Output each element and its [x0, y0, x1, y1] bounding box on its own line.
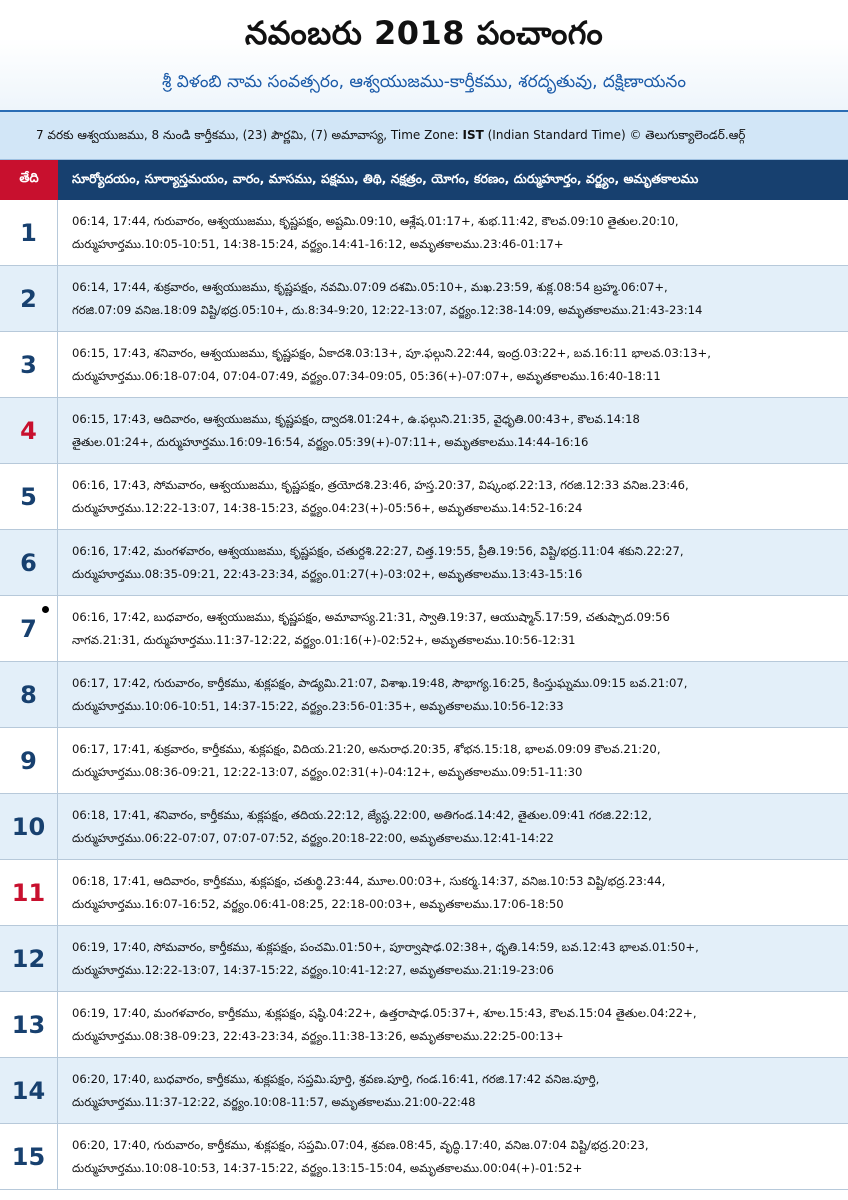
- day-details: [58, 1124, 848, 1189]
- details-line-1: 06:15, 17:43, ఆదివారం, ఆశ్వయుజము, కృష్ణపక్షం, ద్వాదశి.01:24+, ఉ.ఫల్గుని.21:35, వైధృతి.00:43+, కౌలవ.14:18: [72, 412, 640, 426]
- details-line-2: తైతుల.01:24+, దుర్ముహూర్తము.16:09-16:54, వర్జ్యం.05:39(+)-07:11+, అమృతకాలము.14:44-16:16: [72, 435, 589, 449]
- date-number: 15: [0, 1124, 58, 1189]
- day-details: [58, 332, 848, 397]
- details-line-1: 06:15, 17:43, శనివారం, ఆశ్వయుజము, కృష్ణపక్షం, ఏకాదశి.03:13+, పూ.ఫల్గుని.22:44, ఇంద్ర.03:22+, బవ.16:11 భాలవ.03:13+,: [72, 346, 711, 360]
- day-details: [58, 926, 848, 991]
- info-text-before: 7 వరకు ఆశ్వయుజము, 8 నుండి కార్తీకము, (23) పౌర్ణమి, (7) అమావాస్య, Time Zone:: [36, 128, 463, 142]
- details-column-header: సూర్యోదయం, సూర్యాస్తమయం, వారం, మాసము, పక్షము, తిథి, నక్షత్రం, యోగం, కరణం, దుర్ముహూర్తం, వర్జ్యం, అమృతకాలము: [72, 170, 699, 186]
- date-number: 14: [0, 1058, 58, 1123]
- details-line-1: 06:20, 17:40, గురువారం, కార్తీకము, శుక్లపక్షం, సప్తమి.07:04, శ్రవణ.08:45, వృద్ధి.17:40, వనిజ.07:04 విష్టి/భద్ర.20:23,: [72, 1138, 649, 1152]
- panchangam-table-body: [0, 200, 848, 1190]
- table-row: [0, 662, 848, 728]
- day-details: [58, 266, 848, 331]
- date-number: 8: [0, 662, 58, 727]
- table-header: [0, 160, 848, 200]
- info-bar: [0, 112, 848, 160]
- table-row: [0, 1058, 848, 1124]
- details-line-2: దుర్ముహూర్తము.10:06-10:51, 14:37-15:22, వర్జ్యం.23:56-01:35+, అమృతకాలము.10:56-12:33: [72, 699, 564, 713]
- table-row: [0, 1124, 848, 1190]
- details-line-2: దుర్ముహూర్తము.10:08-10:53, 14:37-15:22, వర్జ్యం.13:15-15:04, అమృతకాలము.00:04(+)-01:52+: [72, 1161, 583, 1175]
- details-line-2: దుర్ముహూర్తము.12:22-13:07, 14:38-15:23, వర్జ్యం.04:23(+)-05:56+, అమృతకాలము.14:52-16:24: [72, 501, 583, 515]
- table-row: [0, 992, 848, 1058]
- details-line-1: 06:19, 17:40, మంగళవారం, కార్తీకము, శుక్లపక్షం, షష్ఠి.04:22+, ఉత్తరాషాఢ.05:37+, శూల.15:43, కౌలవ.15:04 తైతుల.04:22+,: [72, 1006, 697, 1020]
- table-row: [0, 728, 848, 794]
- table-row: [0, 926, 848, 992]
- table-row: [0, 464, 848, 530]
- table-row: [0, 266, 848, 332]
- date-number: 7: [0, 596, 58, 661]
- details-line-1: 06:18, 17:41, శనివారం, కార్తీకము, శుక్లపక్షం, తదియ.22:12, జ్యేష్ఠ.22:00, అతిగండ.14:42, తైతుల.09:41 గరజి.22:12,: [72, 808, 652, 822]
- details-line-1: 06:17, 17:41, శుక్రవారం, కార్తీకము, శుక్లపక్షం, విదియ.21:20, అనురాధ.20:35, శోభన.15:18, భాలవ.09:09 కౌలవ.21:20,: [72, 742, 661, 756]
- day-details: [58, 1058, 848, 1123]
- info-text-after: (Indian Standard Time) © తెలుగుక్యాలెండర్.ఆర్గ్: [483, 128, 746, 142]
- day-details: [58, 662, 848, 727]
- details-line-1: 06:14, 17:44, శుక్రవారం, ఆశ్వయుజము, కృష్ణపక్షం, నవమి.07:09 దశమి.05:10+, మఖ.23:59, శుక్ల.08:54 బ్రహ్మ.06:07+,: [72, 280, 668, 294]
- page-title: నవంబరు 2018 పంచాంగం: [244, 14, 604, 52]
- page-header: [0, 0, 848, 110]
- details-line-1: 06:16, 17:42, మంగళవారం, ఆశ్వయుజము, కృష్ణపక్షం, చతుర్దశి.22:27, చిత్త.19:55, ప్రీతి.19:56, విష్టి/భద్ర.11:04 శకుని.22:27,: [72, 544, 684, 558]
- date-number: 4: [0, 398, 58, 463]
- date-column-header: తేది: [0, 160, 58, 200]
- details-line-1: 06:16, 17:42, బుధవారం, ఆశ్వయుజము, కృష్ణపక్షం, అమావాస్య.21:31, స్వాతి.19:37, ఆయుష్మాన్.17:59, చతుష్పాద.09:56: [72, 610, 670, 624]
- table-row: [0, 530, 848, 596]
- table-row: [0, 794, 848, 860]
- page-subtitle: శ్రీ విళంబి నామ సంవత్సరం, ఆశ్వయుజము-కార్తీకము, శరదృతువు, దక్షిణాయనం: [162, 72, 686, 92]
- date-number: 9: [0, 728, 58, 793]
- details-line-2: దుర్ముహూర్తము.12:22-13:07, 14:37-15:22, వర్జ్యం.10:41-12:27, అమృతకాలము.21:19-23:06: [72, 963, 554, 977]
- new-moon-dot-icon: [42, 606, 49, 613]
- details-line-2: దుర్ముహూర్తము.10:05-10:51, 14:38-15:24, వర్జ్యం.14:41-16:12, అమృతకాలము.23:46-01:17+: [72, 237, 564, 251]
- date-number: 2: [0, 266, 58, 331]
- date-number: 6: [0, 530, 58, 595]
- day-details: [58, 860, 848, 925]
- day-details: [58, 992, 848, 1057]
- date-number: 1: [0, 200, 58, 265]
- day-details: [58, 794, 848, 859]
- date-number: 5: [0, 464, 58, 529]
- date-number: 12: [0, 926, 58, 991]
- table-row: [0, 332, 848, 398]
- details-line-2: దుర్ముహూర్తము.08:36-09:21, 12:22-13:07, వర్జ్యం.02:31(+)-04:12+, అమృతకాలము.09:51-11:30: [72, 765, 583, 779]
- details-line-2: నాగవ.21:31, దుర్ముహూర్తము.11:37-12:22, వర్జ్యం.01:16(+)-02:52+, అమృతకాలము.10:56-12:31: [72, 633, 576, 647]
- details-line-2: దుర్ముహూర్తము.06:18-07:04, 07:04-07:49, వర్జ్యం.07:34-09:05, 05:36(+)-07:07+, అమృతకాలము.16:40-18:11: [72, 369, 661, 383]
- day-details: [58, 728, 848, 793]
- date-number: 10: [0, 794, 58, 859]
- details-line-1: 06:14, 17:44, గురువారం, ఆశ్వయుజము, కృష్ణపక్షం, అష్టమి.09:10, ఆశ్లేష.01:17+, శుభ.11:42, కౌలవ.09:10 తైతుల.20:10,: [72, 214, 679, 228]
- details-line-2: దుర్ముహూర్తము.06:22-07:07, 07:07-07:52, వర్జ్యం.20:18-22:00, అమృతకాలము.12:41-14:22: [72, 831, 554, 845]
- details-line-2: దుర్ముహూర్తము.08:38-09:23, 22:43-23:34, వర్జ్యం.11:38-13:26, అమృతకాలము.22:25-00:13+: [72, 1029, 564, 1043]
- day-details: [58, 398, 848, 463]
- details-line-2: దుర్ముహూర్తము.16:07-16:52, వర్జ్యం.06:41-08:25, 22:18-00:03+, అమృతకాలము.17:06-18:50: [72, 897, 564, 911]
- day-details: [58, 596, 848, 661]
- day-details: [58, 530, 848, 595]
- details-line-1: 06:19, 17:40, సోమవారం, కార్తీకము, శుక్లపక్షం, పంచమి.01:50+, పూర్వాషాఢ.02:38+, ధృతి.14:59, బవ.12:43 భాలవ.01:50+,: [72, 940, 699, 954]
- table-row: [0, 596, 848, 662]
- details-line-1: 06:20, 17:40, బుధవారం, కార్తీకము, శుక్లపక్షం, సప్తమి.పూర్తి, శ్రవణ.పూర్తి, గండ.16:41, గరజి.17:42 వనిజ.పూర్తి,: [72, 1072, 600, 1086]
- info-timezone: IST: [462, 128, 484, 142]
- details-line-2: గరజి.07:09 వనిజ.18:09 విష్టి/భద్ర.05:10+, దు.8:34-9:20, 12:22-13:07, వర్జ్యం.12:38-14:09, అమృతకాలము.21:43-23:14: [72, 303, 703, 317]
- details-line-1: 06:18, 17:41, ఆదివారం, కార్తీకము, శుక్లపక్షం, చతుర్థి.23:44, మూల.00:03+, సుకర్మ.14:37, వనిజ.10:53 విష్టి/భద్ర.23:44,: [72, 874, 666, 888]
- details-line-2: దుర్ముహూర్తము.08:35-09:21, 22:43-23:34, వర్జ్యం.01:27(+)-03:02+, అమృతకాలము.13:43-15:16: [72, 567, 583, 581]
- day-details: [58, 200, 848, 265]
- table-row: [0, 860, 848, 926]
- date-number: 13: [0, 992, 58, 1057]
- details-line-1: 06:16, 17:43, సోమవారం, ఆశ్వయుజము, కృష్ణపక్షం, త్రయోదశి.23:46, హస్త.20:37, విష్కంభ.22:13, గరజి.12:33 వనిజ.23:46,: [72, 478, 689, 492]
- table-row: [0, 200, 848, 266]
- table-row: [0, 398, 848, 464]
- date-number: 11: [0, 860, 58, 925]
- date-number: 3: [0, 332, 58, 397]
- details-line-2: దుర్ముహూర్తము.11:37-12:22, వర్జ్యం.10:08-11:57, అమృతకాలము.21:00-22:48: [72, 1095, 476, 1109]
- day-details: [58, 464, 848, 529]
- details-line-1: 06:17, 17:42, గురువారం, కార్తీకము, శుక్లపక్షం, పాడ్యమి.21:07, విశాఖ.19:48, సౌభాగ్య.16:25, కింస్తుఘ్నము.09:15 బవ.21:07,: [72, 676, 688, 690]
